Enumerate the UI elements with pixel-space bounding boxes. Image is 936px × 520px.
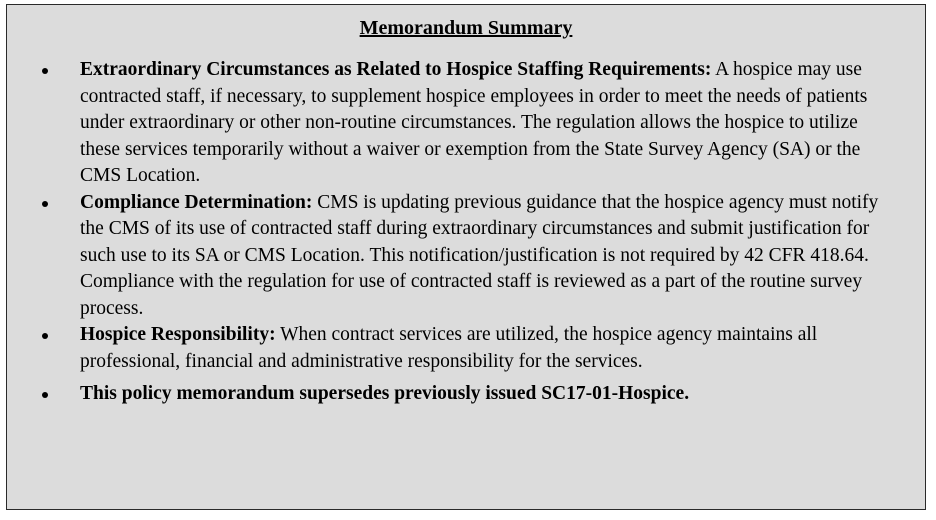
bullet-heading: Extraordinary Circumstances as Related to Hospice Staffing Requirements: [80,59,712,80]
bullet-dot-icon [42,68,48,74]
bullet-dot-icon [42,201,48,207]
memo-title: Memorandum Summary [359,17,573,39]
bullet-item-supersedes-notice [7,381,925,408]
summary-bullet-list [7,57,925,408]
bullet-text: When contract services are utilized, the hospice agency maintains all professional, financial and administrative responsibility for the services. [80,324,818,372]
bullet-heading: Hospice Responsibility: [80,324,276,345]
bullet-dot-icon [42,392,48,398]
bullet-item-extraordinary-circumstances [7,57,925,190]
bullet-item-hospice-responsibility [7,322,925,375]
bullet-text: A hospice may use contracted staff, if necessary, to supplement hospice employees in order to meet the needs of patients under extraordinary or other non-routine circumstances. The regulation allows the hospice to utilize these services temporarily without a waiver or exemption from the State Survey Agency (SA) or the CMS Location. [80,59,868,186]
bullet-text: This policy memorandum supersedes previously issued SC17-01-Hospice. [80,383,690,404]
bullet-heading: Compliance Determination: [80,191,313,213]
memorandum-summary-box [6,4,926,510]
bullet-dot-icon [42,333,48,339]
bullet-item-compliance-determination [7,190,925,323]
bullet-text: CMS is updating previous guidance that the hospice agency must notify the CMS of its use of contracted staff during extraordinary circumstances and submit justification for such use to its SA or CMS Location. This notification/justification is not required by 42 CFR 418.64. Compliance with the regulation for use of contracted staff is reviewed as a part of the routine survey process. [80,191,879,319]
